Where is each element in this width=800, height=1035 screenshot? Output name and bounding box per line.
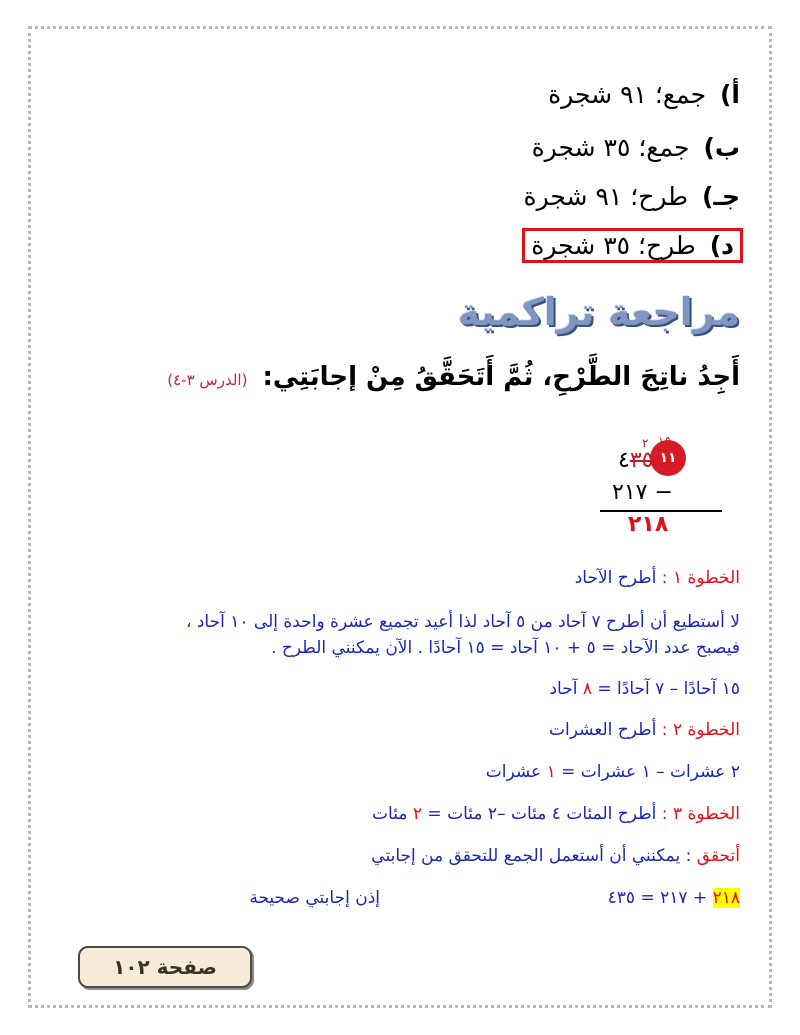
option-letter: ب) <box>703 133 740 162</box>
step-1-label: الخطوة ١ : <box>661 568 740 588</box>
step-3-line <box>372 804 740 824</box>
step-3-label: الخطوة ٣ : <box>661 804 740 824</box>
step-2-label: الخطوة ٢ : <box>661 720 740 740</box>
instruction-text: أَجِدُ ناتِجَ الطَّرْحِ، ثُمَّ أَتَحَقَّقُ مِنْ إجابَتِي: <box>262 362 740 392</box>
step-1-calc-result: ٨ <box>582 679 592 699</box>
check-line <box>371 846 740 866</box>
step-3-text: أطرح المئات ٤ مئات –٢ مئات = <box>427 804 657 824</box>
step-1-heading <box>575 568 740 588</box>
step-2-calc-expression: ٢ عشرات – ١ عشرات = <box>561 762 740 782</box>
page-number-button[interactable]: صفحة ١٠٢ <box>78 946 252 988</box>
check-text: : يمكنني أن أستعمل الجمع للتحقق من إجابتي <box>371 846 692 866</box>
option-letter: جـ) <box>702 182 740 211</box>
instruction <box>167 362 740 392</box>
step-1-explanation-line-2: فيصبح عدد الآحاد = ٥ + ١٠ آحاد = ١٥ آحادًا . الآن يمكنني الطرح . <box>271 638 740 658</box>
check-calc-highlight: ٢١٨ <box>712 888 740 908</box>
difference-answer: ٢١٨ <box>628 512 669 537</box>
option-a[interactable] <box>548 80 740 109</box>
check-label: أتحقق <box>696 846 740 866</box>
step-1-title: أطرح الآحاد <box>574 568 657 588</box>
minuend <box>618 448 653 473</box>
option-text: جمع؛ ٩١ شجرة <box>548 80 707 109</box>
option-text: طرح؛ ٣٥ شجرة <box>531 231 696 260</box>
step-1-explanation-line-1: لا أستطيع أن أطرح ٧ آحاد من ٥ آحاد لذا أعيد تجميع عشرة واحدة إلى ١٠ آحاد ، <box>185 612 740 632</box>
option-c[interactable] <box>524 182 740 211</box>
check-calculation <box>608 888 740 908</box>
step-3-result: ٢ <box>412 804 423 824</box>
step-2-calculation <box>486 762 740 782</box>
step-2-calc-result: ١ <box>546 762 556 782</box>
option-letter: أ) <box>720 80 740 109</box>
option-d-selected[interactable] <box>522 228 743 263</box>
question-number-badge: ١١ <box>650 440 686 476</box>
check-calc-expression: + ٢١٧ = ٤٣٥ <box>607 888 708 908</box>
step-2-calc-unit: عشرات <box>485 762 542 782</box>
regroup-ones: ١٥ <box>658 434 671 448</box>
option-text: طرح؛ ٩١ شجرة <box>523 182 689 211</box>
check-conclusion: إذن إجابتي صحيحة <box>249 888 380 908</box>
minuend-hundreds: ٤ <box>618 448 630 473</box>
option-letter: د) <box>709 231 734 260</box>
option-text: جمع؛ ٣٥ شجرة <box>531 133 690 162</box>
step-1-calc-expression: ١٥ آحادًا – ٧ آحادًا = <box>597 679 740 699</box>
regroup-tens: ٢ <box>642 436 649 450</box>
lesson-reference: (الدرس ٣-٤) <box>167 371 248 389</box>
option-b[interactable] <box>532 133 740 162</box>
step-2-title: أطرح العشرات <box>549 720 657 740</box>
minuend-crossed-digits: ٣٥ <box>629 448 654 473</box>
cumulative-review-title: مراجعة تراكمية <box>457 290 740 334</box>
step-1-calculation <box>549 679 740 699</box>
step-3-unit: مئات <box>372 804 408 824</box>
step-2-heading <box>549 720 740 740</box>
subtrahend: ٢١٧ − <box>612 480 673 505</box>
step-1-calc-unit: آحاد <box>549 679 578 699</box>
